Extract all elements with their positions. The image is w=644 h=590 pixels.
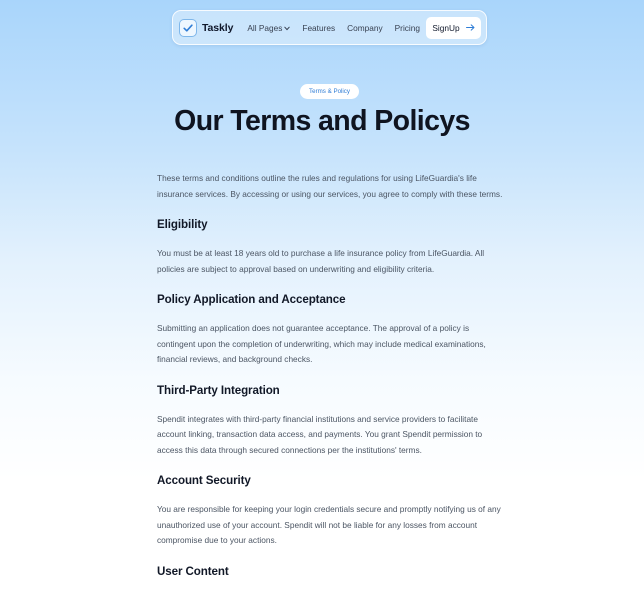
nav-item-features[interactable]: Features [302, 22, 336, 33]
section-heading-third-party: Third-Party Integration [157, 383, 280, 397]
nav-item-pricing[interactable]: Pricing [394, 22, 421, 33]
nav-item-all-pages[interactable] [247, 23, 290, 33]
brand-name: Taskly [202, 21, 234, 34]
chevron-down-icon [284, 23, 290, 33]
nav-menu [247, 23, 420, 33]
page-title: Our Terms and Policys [174, 105, 470, 137]
brand[interactable] [179, 19, 233, 37]
terms-policy-badge: Terms & Policy [300, 84, 359, 99]
section-heading-user-content: User Content [157, 564, 229, 578]
section-body-eligibility: You must be at least 18 years old to purchase a life insurance policy from LifeGuardia. All policies are subject to approval based on underwriting and eligibility criteria. [157, 248, 485, 274]
terms-content [157, 171, 507, 579]
nav-item-label: All Pages [247, 22, 283, 33]
section-heading-policy-application: Policy Application and Acceptance [157, 293, 346, 306]
section-body-third-party: Spendit integrates with third-party financial institutions and service providers to facilitate account linking, transaction data access, and payments. You grant Spendit permission to access this data through secured connections per the institutions' terms. [157, 413, 483, 455]
section-heading-account-security: Account Security [157, 474, 251, 487]
arrow-right-icon [466, 23, 475, 33]
checkmark-logo-icon [179, 19, 197, 37]
intro-paragraph: These terms and conditions outline the rules and regulations for using LifeGuardia's life insurance services. By accessing or using our services, you agree to comply with these terms. [157, 173, 503, 199]
section-body-policy-application: Submitting an application does not guarantee acceptance. The approval of a policy is contingent upon the completion of underwriting, which may include medical examinations, financial reviews, and background checks. [157, 323, 486, 364]
section-heading-eligibility: Eligibility [157, 218, 208, 231]
signup-label: SignUp [432, 22, 460, 33]
nav-item-company[interactable]: Company [347, 22, 383, 33]
top-navbar [172, 10, 487, 45]
section-body-account-security: You are responsible for keeping your login credentials secure and promptly notifying us of any unauthorized use of your account. Spendit will not be liable for any losses from account compromise due to your actions. [157, 504, 501, 545]
signup-button[interactable] [426, 17, 481, 39]
